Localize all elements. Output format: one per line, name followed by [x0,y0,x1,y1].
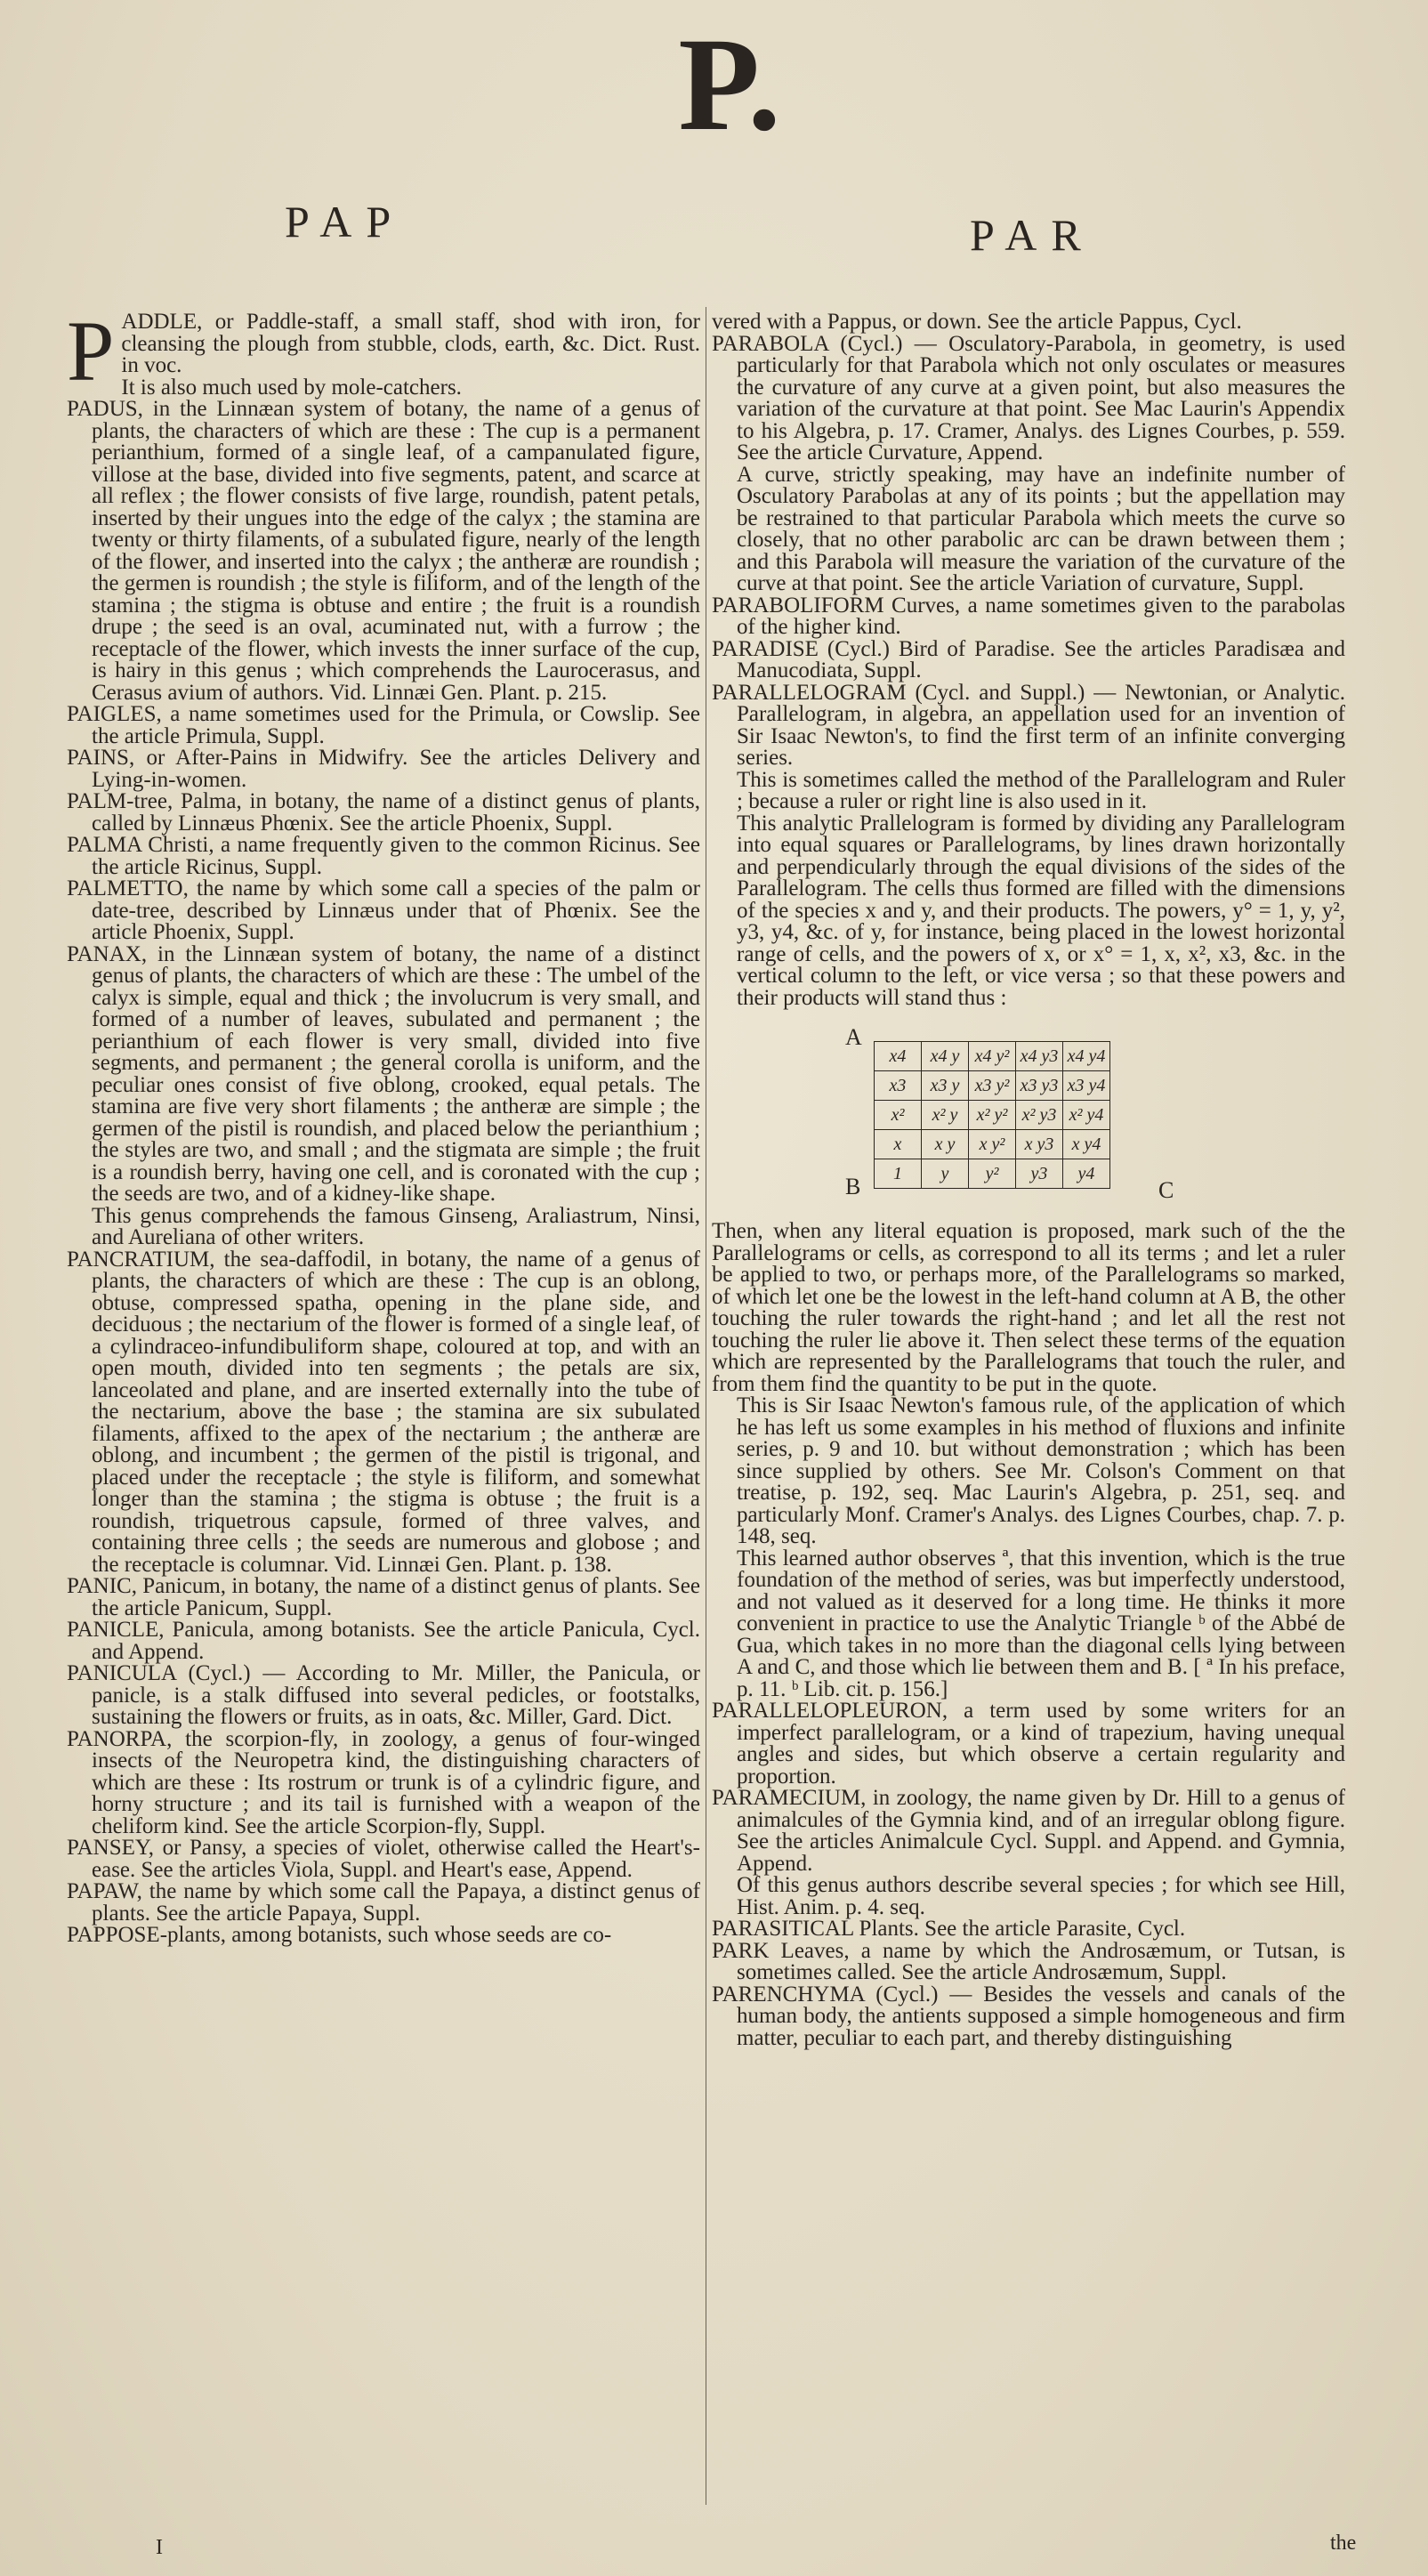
entry-panorpa: PANORPA, the scorpion-fly, in zoology, a genus of four-winged insects of the Neuropetra kind, the distinguishing characters of which are these : Its rostrum or trunk is of a cylindric figure, and horny structure ; and its tail is furnished with a weapon of the cheliform kind. See the article Scorpion-fly, Suppl. [67,1726,700,1838]
entry-parallelopleuron: PARALLELOPLEURON, a term used by some writers for an imperfect parallelogram, or a kind of trapezium, having unequal angles and sides, but which observe a certain regularity and proportion. [712,1699,1345,1789]
entry-panicle: PANICLE, Panicula, among botanists. See the article Panicula, Cycl. and Append. [67,1618,700,1664]
table-cell: x² [875,1101,922,1130]
label-a: A [845,1024,862,1050]
table-cell: x4 y4 [1063,1042,1110,1071]
entry-parallelogram: PARALLELOGRAM (Cycl. and Suppl.) — Newtonian, or Analytic. Parallelogram, in algebra, an appellation used for an invention of Sir Isaac Newton's, to find the first term of an infinite converging series. [712,680,1345,770]
table-cell: x y² [969,1130,1016,1159]
entry-panicula: PANICULA (Cycl.) — According to Mr. Miller, the Panicula, or panicle, is a stalk diffused into several pedicles, or footstalks, sustaining the flowers or fruits, as in oats, &c. Miller, Gard. Dict. [67,1661,700,1729]
entry-pansey: PANSEY, or Pansy, a species of violet, otherwise called the Heart's-ease. See the articles Viola, Suppl. and Heart's ease, Append. [67,1836,700,1882]
entry-parenchyma: PARENCHYMA (Cycl.) — Besides the vessels and canals of the human body, the antients supposed a simple homogeneous and firm matter, peculiar to each part, and thereby distinguishing [712,1982,1345,2050]
entry-panax: PANAX, in the Linnæan system of botany, the name of a distinct genus of plants, the characters of which are these : The umbel of the calyx is simple, equal and thick ; the involucrum is very small, and formed of a number of leaves, subulated and permanent ; the perianthium of each flower is very small, divided into five segments, and permanent ; the general corolla is uniform, and the peculiar ones consist of five oblong, crooked, equal petals. The stamina are five very short filaments ; the antheræ are simple ; the germen of the pistil is roundish, and placed below the perianthium ; the styles are two, and small ; and the stigmata are simple ; the fruit is a roundish berry, having one cell, and is coronated with the cup ; the seeds are two, and of a kidney-like shape. [67,941,700,1206]
table-cell: 1 [875,1159,922,1189]
right-column [712,311,1345,2049]
table-cell: x3 y4 [1063,1071,1110,1101]
table-cell: y4 [1063,1159,1110,1189]
entry-paradise: PARADISE (Cycl.) Bird of Paradise. See the articles Paradisæa and Manucodiata, Suppl. [712,636,1345,682]
table-cell: x3 y3 [1016,1071,1063,1101]
entry-park: PARK Leaves, a name by which the Androsæmum, or Tutsan, is sometimes called. See the article Androsæmum, Suppl. [712,1938,1345,1984]
entry-padus: PADUS, in the Linnæan system of botany, the name of a genus of plants, the characters of which are these : The cup is a permanent perianthium, formed of a single leaf, of a campanulated figure, villose at the base, divided into five segments, patent, and scarce at all reflex ; the flower consists of five large, roundish, patent petals, inserted by their ungues into the edge of the calyx ; the stamina are twenty or thirty filaments, of a subulated figure, nearly of the length of the flower, and inserted into the calyx ; the antheræ are roundish ; the germen is roundish ; the style is filiform, and of the length of the stamina ; the stigma is obtuse and entire ; the fruit is a roundish drupe ; the seed is an oval, acuminated nut, with a furrow ; the receptacle of the flower, which invests the inner surface of the cup, is hairy in this genus ; which comprehends the Laurocerasus, and Cerasus avium of authors. Vid. Linnæi Gen. Plant. p. 215. [67,397,700,705]
table-cell: x² y [922,1101,969,1130]
entry-panax-note: This genus comprehends the famous Ginseng, Araliastrum, Ninsi, and Aureliana of other writers. [92,1203,700,1249]
entry-parabola-note: A curve, strictly speaking, may have an indefinite number of Osculatory Parabolas at any of its points ; but the appellation may be restrained to that particular Parabola which meets the curve so closely, that no other parabolic arc can be drawn between them ; and this Parabola will measure the variation of the curvature of the curve at that point. See the article Variation of curvature, Suppl. [737,462,1345,595]
table-cell: x y4 [1063,1130,1110,1159]
table-cell: x3 y [922,1071,969,1101]
entry-paramecium: PARAMECIUM, in zoology, the name given by Dr. Hill to a genus of animalcules of the Gymnia kind, and of an irregular oblong figure. See the articles Animalcule Cycl. Suppl. and Append. and Gymnia, Append. [712,1786,1345,1876]
table-cell: x4 [875,1042,922,1071]
table-cell: x3 [875,1071,922,1101]
label-b: B [845,1174,861,1199]
running-head-left: PAP [285,197,406,246]
running-head-right: PAR [970,210,1095,260]
entry-papaw: PAPAW, the name by which some call the Papaya, a distinct genus of plants. See the article Papaya, Suppl. [67,1879,700,1926]
entry-pappose-cont: vered with a Pappus, or down. See the article Pappus, Cycl. [712,310,1242,334]
table-row [875,1071,1110,1101]
table-cell: x y [922,1130,969,1159]
entry-panic: PANIC, Panicum, in botany, the name of a distinct genus of plants. See the article Panicum, Suppl. [67,1574,700,1620]
entry-parabola: PARABOLA (Cycl.) — Osculatory-Parabola, in geometry, is used particularly for that Parabola which not only osculates or measures the curvature of any curve at a given point, but also measures the variation of the curvature at that point. See Mac Laurin's Appendix to his Algebra, p. 17. Cramer, Analys. des Lignes Courbes, p. 559. See the article Curvature, Append. [712,331,1345,464]
entry-palm-tree: PALM-tree, Palma, in botany, the name of a distinct genus of plants, called by Linnæus Phœnix. See the article Phoenix, Suppl. [67,789,700,836]
entry-parallelogram-note-3: Then, when any literal equation is proposed, mark such of the the Parallelograms or cells, as correspond to all its terms ; and let a ruler be applied to two, or perhaps more, of the Parallelograms so marked, of which let one be the lowest in the left-hand column at A B, the other touching the ruler towards the right-hand ; and let all the rest not touching the ruler lie above it. Then select these terms of the equation which are represented by the Parallelograms that touch the ruler, and from them find the quantity to be put in the quote. [712,1219,1345,1396]
entry-parallelogram-note-1: This is sometimes called the method of the Parallelogram and Ruler ; because a ruler or right line is also used in it. [737,767,1345,813]
entry-paddle-note: It is also much used by mole-catchers. [121,375,462,400]
entry-pains: PAINS, or After-Pains in Midwifry. See the articles Delivery and Lying-in-women. [67,746,700,792]
page-letter: P. [678,11,781,158]
table-row [875,1159,1110,1189]
entry-paraboliform: PARABOLIFORM Curves, a name sometimes given to the parabolas of the higher kind. [712,593,1345,639]
entry-pappose: PAPPOSE-plants, among botanists, such whose seeds are co- [67,1923,612,1947]
table-cell: x3 y² [969,1071,1016,1101]
drop-cap: P [67,303,115,399]
table-cell: x² y4 [1063,1101,1110,1130]
table-cell: y² [969,1159,1016,1189]
table-cell: x² y² [969,1101,1016,1130]
powers-table-figure [845,1024,1345,1205]
table-row [875,1101,1110,1130]
entry-paigles: PAIGLES, a name sometimes used for the Primula, or Cowslip. See the article Primula, Suppl. [67,702,700,748]
table-cell: x² y3 [1016,1101,1063,1130]
table-cell: y [922,1159,969,1189]
entry-pancratium: PANCRATIUM, the sea-daffodil, in botany, the name of a genus of plants, the characters of which are these : The cup is an oblong, obtuse, compressed spatha, opening in the plane side, and deciduous ; the nectarium of the flower is formed of a single leaf, of a cylindraceo-infundibuliform shape, coloured at top, and with an open mouth, divided into ten segments ; the petals are six, lanceolated and plane, and are inserted externally into the tube of the nectarium, above the base ; the stamina are six subulated filaments, affixed to the apex of the nectarium ; the antheræ are oblong, and incumbent ; the germen of the pistil is trigonal, and placed under the receptacle ; the style is filiform, and somewhat longer than the stamina ; the stigma is obtuse ; the fruit is a roundish, triquetrous capsule, formed of three valves, and containing three cells ; the seeds are numerous and globose ; and the receptacle is columnar. Vid. Linnæi Gen. Plant. p. 138. [67,1247,700,1577]
entry-parallelogram-note-4: This is Sir Isaac Newton's famous rule, of the application of which he has left us some examples in his method of fluxions and infinite series, p. 9 and 10. but without demonstration ; which has been since supplied by others. See Mr. Colson's Comment on that treatise, p. 192, seq. Mac Laurin's Algebra, p. 251, seq. and particularly Monf. Cramer's Analys. des Lignes Courbes, chap. 7. p. 148, seq. [737,1393,1345,1548]
powers-table [874,1041,1110,1189]
table-cell: x4 y² [969,1042,1016,1071]
entry-parallelogram-note-2: This analytic Prallelogram is formed by dividing any Parallelogram into equal squares or Parallelograms, by lines drawn horizontally and perpendicularly through the equal divisions of the sides of the Parallelogram. The cells thus formed are filled with the dimensions of the species x and y, and their products. The powers, y° = 1, y, y², y3, y4, &c. of y, for instance, being placed in the lowest horizontal range of cells, and the powers of x, or x° = 1, x, x², x3, &c. in the vertical column to the left, or vice versa ; so that these powers and their products will stand thus : [737,811,1345,1010]
left-column [67,303,700,1947]
page-number: I [156,2536,163,2559]
entry-text: ADDLE, or Paddle-staff, a small staff, shod with iron, for cleansing the plough from stubble, clods, earth, &c. Dict. Rust. in voc. [121,310,700,377]
table-cell: x [875,1130,922,1159]
table-cell: x4 y [922,1042,969,1071]
label-c: C [1158,1177,1174,1203]
entry-palma-christi: PALMA Christi, a name frequently given to the common Ricinus. See the article Ricinus, Suppl. [67,833,700,879]
catchword: the [1330,2532,1357,2555]
table-cell: x y3 [1016,1130,1063,1159]
entry-paramecium-note: Of this genus authors describe several species ; for which see Hill, Hist. Anim. p. 4. seq. [737,1873,1345,1919]
entry-palmetto: PALMETTO, the name by which some call a species of the palm or date-tree, described by Linnæus under that of Phœnix. See the article Phoenix, Suppl. [67,876,700,944]
table-row [875,1042,1110,1071]
table-cell: x4 y3 [1016,1042,1063,1071]
entry-parallelogram-note-5: This learned author observes ª, that this invention, which is the true foundation of the method of series, was but imperfectly understood, and not valued as it deserved for a long time. He thinks it more convenient in practice to use the Analytic Triangle ᵇ of the Abbé de Gua, which takes in no more than the diagonal cells lying between A and C, and those which lie between them and B. [ ª In his preface, p. 11. ᵇ Lib. cit. p. 156.] [737,1546,1345,1701]
entry-parasitical: PARASITICAL Plants. See the article Parasite, Cycl. [712,1917,1186,1941]
table-row [875,1130,1110,1159]
table-cell: y3 [1016,1159,1063,1189]
